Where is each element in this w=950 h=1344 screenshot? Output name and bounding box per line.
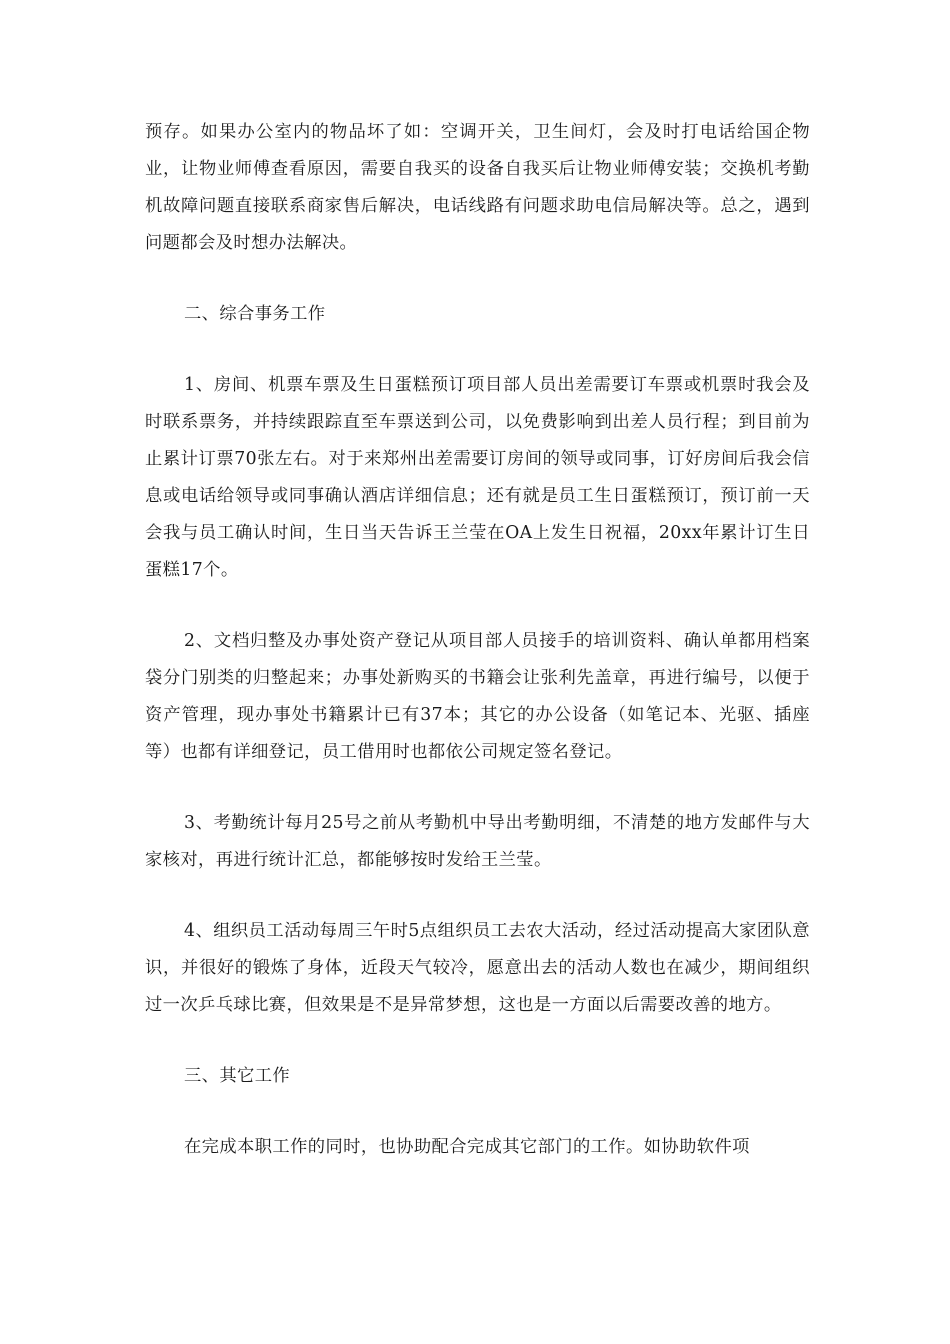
paragraph-attendance: 3、考勤统计每月25号之前从考勤机中导出考勤明细，不清楚的地方发邮件与大家核对，再进行统计汇总，都能够按时发给王兰莹。 xyxy=(145,813,810,870)
paragraph-continued: 预存。如果办公室内的物品坏了如：空调开关，卫生间灯，会及时打电话给国企物业，让物业师傅查看原因，需要自我买的设备自我买后让物业师傅安装；交换机考勤机故障问题直接联系商家售后解决，电话线路有问题求助电信局解决等。总之，遇到问题都会及时想办法解决。 xyxy=(145,122,810,253)
paragraph-staff-activities: 4、组织员工活动每周三午时5点组织员工去农大活动，经过活动提高大家团队意识，并很好的锻炼了身体，近段天气较冷，愿意出去的活动人数也在减少，期间组织过一次乒乓球比赛，但效果是不是异常梦想，这也是一方面以后需要改善的地方。 xyxy=(145,921,810,1015)
paragraph-bookings: 1、房间、机票车票及生日蛋糕预订项目部人员出差需要订车票或机票时我会及时联系票务，并持续跟踪直至车票送到公司，以免费影响到出差人员行程；到目前为止累计订票70张左右。对于来郑州出差需要订房间的领导或同事，订好房间后我会信息或电话给领导或同事确认酒店详细信息；还有就是员工生日蛋糕预订，预订前一天会我与员工确认时间，生日当天告诉王兰莹在OA上发生日祝福，20xx年累计订生日蛋糕17个。 xyxy=(145,375,810,580)
section-heading-other-work: 三、其它工作 xyxy=(184,1066,291,1086)
paragraph-other-work: 在完成本职工作的同时，也协助配合完成其它部门的工作。如协助软件项 xyxy=(184,1137,750,1157)
paragraph-document-filing: 2、文档归整及办事处资产登记从项目部人员接手的培训资料、确认单都用档案袋分门别类的归整起来；办事处新购买的书籍会让张利先盖章，再进行编号，以便于资产管理，现办事处书籍累计已有37本；其它的办公设备（如笔记本、光驱、插座等）也都有详细登记，员工借用时也都依公司规定签名登记。 xyxy=(145,631,810,762)
document-body xyxy=(145,114,810,1166)
section-heading-general-affairs: 二、综合事务工作 xyxy=(184,304,326,324)
